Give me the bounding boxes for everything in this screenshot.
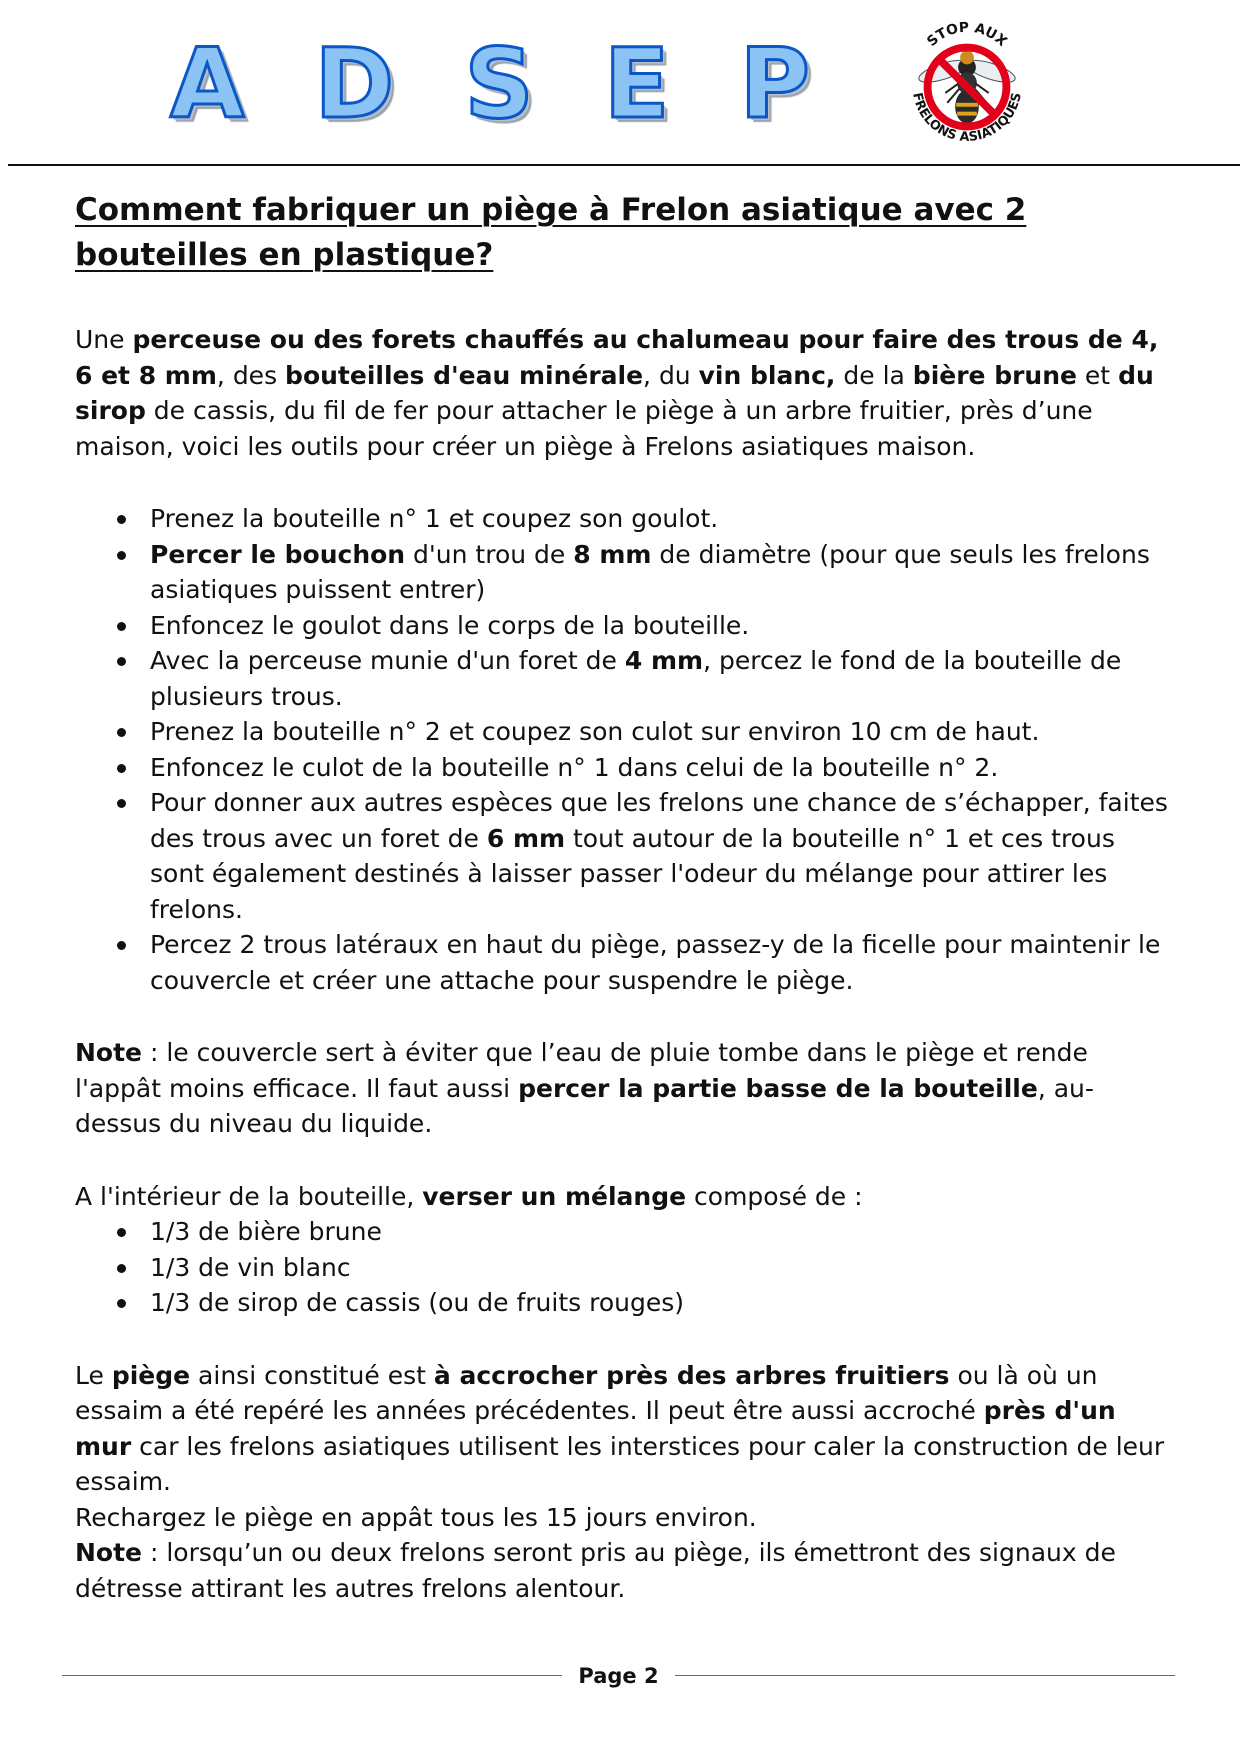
bold-text: à accrocher près des arbres fruitiers: [433, 1360, 950, 1390]
badge-top-text: STOP AUX: [924, 20, 1010, 50]
bold-text: 8 mm: [573, 539, 652, 569]
recharge-paragraph: [75, 1500, 1175, 1536]
bold-text: 6 mm: [486, 823, 566, 853]
text-run: composé de :: [686, 1181, 863, 1211]
text-run: 1/3 de sirop de cassis (ou de fruits rouges): [150, 1288, 684, 1317]
text-run: ainsi constitué est: [190, 1360, 434, 1390]
list-item: [75, 927, 1175, 998]
text-run: ou là où un essaim a été repéré les années précédentes. Il peut être aussi accroché: [75, 1360, 1098, 1425]
bold-text: bière brune: [912, 360, 1077, 390]
text-run: Prenez la bouteille n° 1 et coupez son goulot.: [150, 504, 719, 533]
note-paragraph-2: [75, 1535, 1175, 1606]
text-run: Le: [75, 1360, 112, 1390]
list-item: [75, 1285, 1175, 1321]
mix-intro-paragraph: [75, 1179, 1175, 1215]
text-run: Enfoncez le goulot dans le corps de la bouteille.: [150, 610, 750, 640]
text-run: Une: [75, 325, 133, 354]
list-item: [75, 608, 1175, 644]
bold-text: 4 mm: [624, 646, 704, 675]
list-item: [75, 785, 1175, 927]
logo-letter: E: [603, 28, 670, 140]
adsep-logo: [170, 28, 810, 140]
logo-letter: S: [464, 28, 534, 140]
text-run: 1/3 de bière brune: [150, 1217, 382, 1246]
list-item: [75, 501, 1175, 537]
bold-text: perceuse ou des forets chauffés au chalumeau pour faire des trous de 4, 6 et 8 mm: [75, 325, 1159, 390]
bold-text: Percer le bouchon: [150, 539, 406, 569]
text-run: Enfoncez le culot de la bouteille n° 1 dans celui de la bouteille n° 2.: [150, 752, 999, 782]
text-run: , du: [643, 360, 699, 390]
list-item: [75, 1214, 1175, 1250]
text-run: de diamètre (pour que seuls les frelons asiatiques puissent entrer): [150, 539, 1150, 604]
list-item: [75, 714, 1175, 750]
text-run: et: [1076, 360, 1119, 390]
header-divider: [8, 164, 1240, 166]
placement-paragraph: [75, 1358, 1175, 1500]
text-run: Percez 2 trous latéraux en haut du piège, passez-y de la ficelle pour maintenir le couvercle et créer une attache pour suspendre le piège.: [150, 930, 1161, 995]
text-run: : le couvercle sert à éviter que l’eau de pluie tombe dans le piège et rende l'appât moins efficace. Il faut aussi: [75, 1038, 1088, 1103]
bold-text: du sirop: [75, 360, 1154, 425]
text-run: de cassis, du fil de fer pour attacher le piège à un arbre fruitier, près d’une maison, voici les outils pour créer un piège à Frelons asiatiques maison.: [75, 396, 1093, 461]
bold-text: verser un mélange: [422, 1181, 687, 1211]
list-item: [75, 537, 1175, 608]
text-run: car les frelons asiatiques utilisent les interstices pour caler la construction de leur essaim.: [75, 1431, 1165, 1496]
mix-list: [75, 1214, 1175, 1321]
list-item: [75, 750, 1175, 786]
page-number: Page 2: [578, 1664, 659, 1688]
footer-rule-left: [62, 1675, 562, 1676]
logo-letter: P: [739, 28, 810, 140]
text-run: , au-dessus du niveau du liquide.: [75, 1073, 1094, 1138]
page-content: [75, 188, 1175, 1606]
note-paragraph: [75, 1035, 1175, 1142]
footer-rule-right: [675, 1675, 1175, 1676]
bold-text: piège: [111, 1360, 191, 1390]
badge-bottom-text: FRELONS ASIATIQUES: [909, 91, 1025, 145]
text-run: Avec la perceuse munie d'un foret de: [150, 646, 625, 675]
list-item: [75, 1250, 1175, 1286]
bold-text: bouteilles d'eau minérale: [285, 360, 644, 390]
text-run: de la: [835, 360, 913, 390]
text-run: : lorsqu’un ou deux frelons seront pris au piège, ils émettront des signaux de détresse attirant les autres frelons alentour.: [75, 1538, 1116, 1603]
bold-text: percer la partie basse de la bouteille: [518, 1073, 1038, 1103]
logo-letter: D: [314, 28, 395, 140]
bold-text: vin blanc,: [698, 360, 836, 390]
text-run: d'un trou de: [405, 539, 574, 569]
page-title: Comment fabriquer un piège à Frelon asiatique avec 2 bouteilles en plastique?: [75, 192, 1027, 273]
intro-paragraph: [75, 322, 1170, 464]
text-run: Rechargez le piège en appât tous les 15 jours environ.: [75, 1502, 757, 1532]
bold-text: Note: [75, 1538, 143, 1567]
bold-text: près d'un mur: [75, 1396, 1116, 1461]
bold-text: Note: [75, 1038, 143, 1067]
text-run: Pour donner aux autres espèces que les frelons une chance de s’échapper, faites des trous avec un foret de: [150, 788, 1168, 853]
text-run: tout autour de la bouteille n° 1 et ces trous sont également destinés à laisser passer l'odeur du mélange pour attirer les frelons.: [150, 823, 1115, 924]
text-run: , percez le fond de la bouteille de plusieurs trous.: [150, 646, 1122, 711]
page-header: [0, 0, 1240, 170]
list-item: [75, 643, 1175, 714]
logo-letter: A: [170, 28, 245, 140]
text-run: , des: [216, 360, 286, 390]
text-run: Prenez la bouteille n° 2 et coupez son culot sur environ 10 cm de haut.: [150, 717, 1040, 746]
steps-list: [75, 501, 1175, 998]
text-run: 1/3 de vin blanc: [150, 1252, 351, 1282]
text-run: A l'intérieur de la bouteille,: [75, 1181, 423, 1211]
stop-frelons-badge: [898, 20, 1036, 158]
